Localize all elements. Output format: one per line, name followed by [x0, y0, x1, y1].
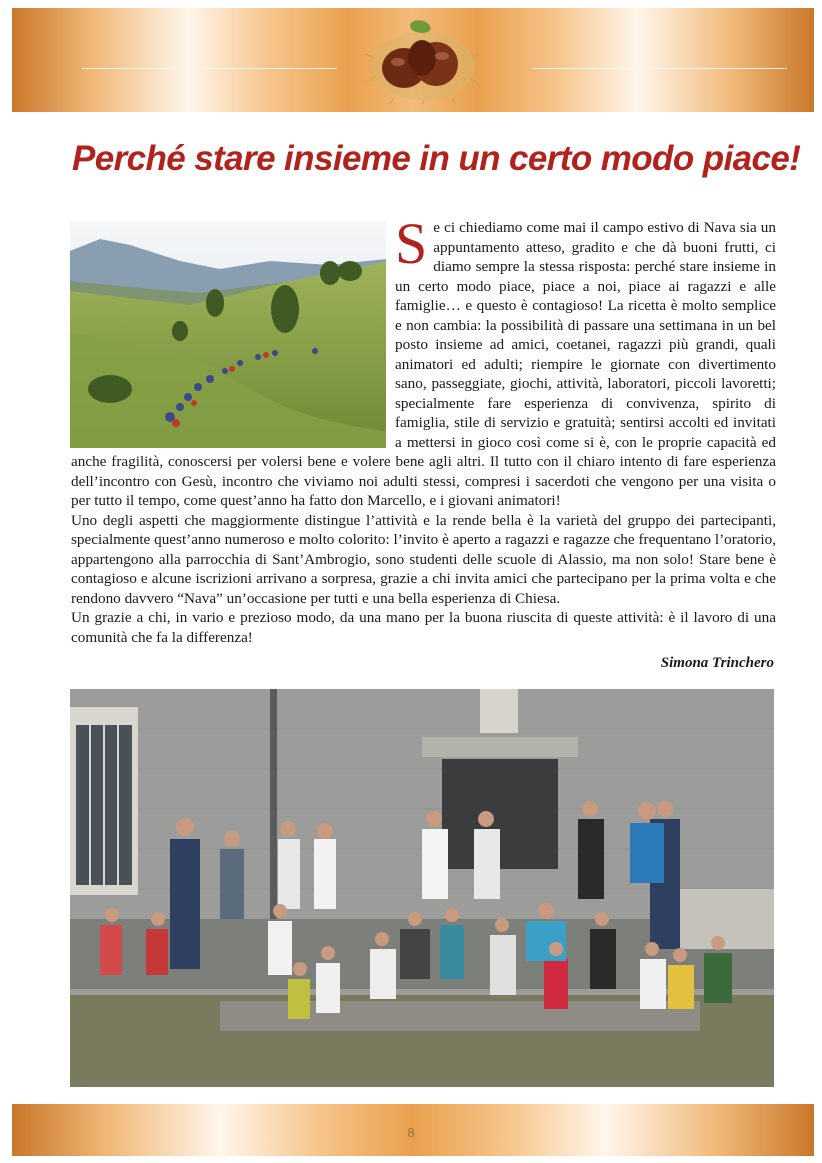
header-rule-right: [532, 68, 787, 69]
header-rule-left: [82, 68, 337, 69]
drop-cap: S: [395, 211, 428, 276]
article-body: [71, 211, 776, 647]
article-paragraph-1: e ci chiediamo come mai il campo estivo di Nava sia un appuntamento atteso, gradito e che dà buoni frutti, ci diamo sempre la stessa risposta: perché stare insieme in un certo modo piace, piace a noi, piace ai ragazzi e alle famiglie… e questo è contagioso! La ricetta è molto semplice e non cambia: la possibilità di passare una settimana in un bel posto insieme ad amici, coetanei, ragazzi più grandi, quali animatori ed adulti; riempire le giornate con divertimento sano, passeggiate, giochi, attività, laboratori, piccoli lavoretti; specialmente fare esperienza di convivenza, spirito di famiglia, stile di servizio e gratuità; sentirsi accolti ed invitati a mettersi in gioco così come si è, con le proprie capacità ed anche fragilità, conoscersi per volersi bene e volere bene agli altri. Il tutto con il chiaro intento di fare esperienza dell’incontro con Gesù, incontro che viviamo noi adulti stessi, compresi i sacerdoti che vengono per una visita o per tutto il tempo, come quest’anno ha fatto don Marcello, e i giovani animatori!: [71, 219, 776, 509]
author-signature: Simona Trinchero: [660, 655, 774, 671]
image-spacer: [71, 218, 395, 450]
article-paragraph-3: Un grazie a chi, in vario e prezioso modo, da una mano per la buona riuscita di queste attività: è il lavoro di una comunità che fa la differenza!: [71, 609, 776, 646]
article-paragraph-2: Uno degli aspetti che maggiormente distingue l’attività e la rende bella è la varietà del gruppo dei partecipanti, specialmente quest’anno numeroso e molto colorito: l’invito è aperto a ragazzi e ragazze che frequentano l’oratorio, appartengono alla parrocchia di Sant’Ambrogio, sono studenti delle scuole di Alassio, ma non solo! Stare bene è contagioso e alcune iscrizioni arrivano a sorpresa, grazie a chi invita amici che partecipano per la prima volta e che rendono davvero “Nava” un’occasione per tutti e una bella esperienza di Chiesa.: [71, 511, 776, 607]
chestnut-illustration: [364, 18, 482, 104]
group-photo: [70, 689, 774, 1087]
article-title: Perché stare insieme in un certo modo piace!: [72, 139, 801, 178]
page-number: 8: [407, 1126, 415, 1141]
